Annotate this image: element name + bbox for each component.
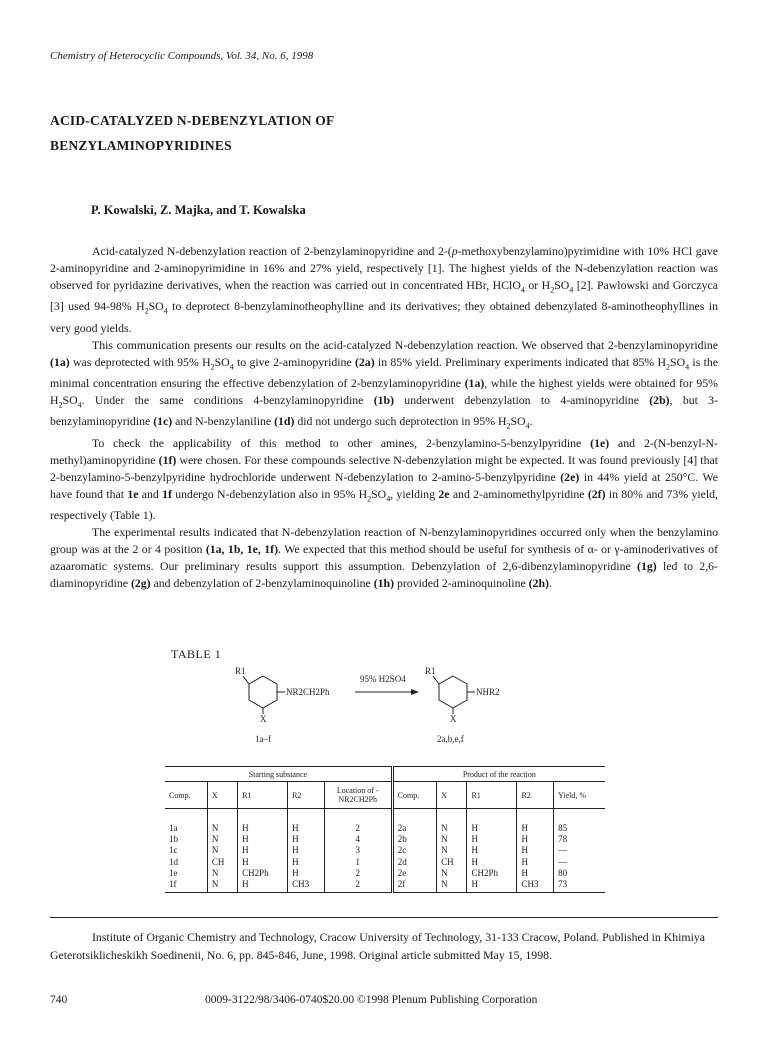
col-header: X [437, 782, 467, 809]
table-row [165, 857, 605, 868]
cell: 2f [392, 879, 436, 893]
table-row [165, 809, 605, 835]
cell: 2 [324, 879, 392, 893]
title-line-1: ACID-CATALYZED N-DEBENZYLATION OF [50, 113, 335, 128]
footer-divider [50, 917, 718, 918]
cell: 1b [169, 834, 178, 845]
cell: H [238, 845, 288, 856]
col-header: Comp. [165, 782, 207, 809]
paragraph-4: The experimental results indicated that N-debenzylation reaction of N-benzylaminopyridines occurred only when the benzylamino group was at the 2 or 4 position (1a, 1b, 1e, 1f). We expected that this method should be useful for synthesis of α- or γ-aminoderivatives of azaaromatic systems. Our preliminary results support this assumption. Debenzylation of 2,6-dibenzylaminopyridine (1g) led to 2,6-diaminopyridine (2g) and debenzylation of 2-benzylaminoquinoline (1h) provided 2-aminoquinoline (2h). [50, 525, 718, 591]
title-line-2: BENZYLAMINOPYRIDINES [50, 138, 232, 153]
results-table [165, 766, 605, 893]
table-row [165, 879, 605, 893]
cell: H [517, 845, 554, 856]
cell: 2 [324, 868, 392, 879]
cell: H [238, 879, 288, 893]
cell: H [467, 834, 517, 845]
cell: N [437, 834, 467, 845]
cell: H [288, 809, 325, 835]
table-header-row [165, 782, 605, 809]
reactant-r1-label: R1 [235, 666, 246, 676]
cell: 4 [324, 834, 392, 845]
cell: CH3 [517, 879, 554, 893]
reaction-scheme [165, 662, 605, 752]
cell: 73 [554, 879, 605, 893]
affiliation-note [50, 928, 718, 964]
cell: H [467, 845, 517, 856]
table-row [165, 845, 605, 856]
reactant-structure [243, 676, 285, 714]
table-row [165, 868, 605, 879]
cell: H [517, 857, 554, 868]
cell: — [554, 845, 605, 856]
col-header: Comp. [392, 782, 436, 809]
cell: CH3 [288, 879, 325, 893]
reactant-ring [249, 676, 277, 708]
authors: P. Kowalski, Z. Majka, and T. Kowalska [91, 203, 306, 217]
reaction-arrow-head [411, 689, 419, 695]
cell: H [517, 809, 554, 835]
paragraph-3: To check the applicability of this method to other amines, 2-benzylamino-5-benzylpyridine (1e) and 2-(N-benzyl-N-methyl)aminopyridine (1f) were chosen. For these compounds selective N-debenzylation might be expected. It was found previously [4] that 2-benzylamino-5-benzylpyridine hydrochloride underwent N-debenzylation to 2-amino-5-benzylpyridine (2e) in 44% yield at 250°C. We have found that 1e and 1f undergo N-debenzylation also in 95% $H_2SO_4$, yielding 2e and 2-aminomethylpyridine (2f) in 80% and 73% yield, respectively (Table 1). [50, 435, 718, 523]
cell: H [517, 868, 554, 879]
reactant-x-label: X [260, 714, 267, 724]
affiliation-text: Institute of Organic Chemistry and Technology, Cracow University of Technology, 31-133 Cracow, Poland. Published in Khimiya Geterotsiklicheskikh Soedinenii, No. 6, pp. 845-846, June, 1998. Original article submitted May 15, 1998. [50, 930, 705, 962]
cell: N [207, 834, 237, 845]
paragraph-1: Acid-catalyzed N-debenzylation reaction of 2-benzylaminopyridine and 2-(p-methoxybenzylamino)pyrimidine with 10% HCl gave 2-aminopyridine and 2-aminopyrimidine in 16% and 27% yield, respectively [1]. The highest yields of the N-debenzylation reaction was observed for pyridazine derivatives, when the reaction was carried out in concentrated HBr, HClO$_4$ or $H_2SO_4$ [2]. Pawlowski and Gorczyca [3] used 94-98% $H_2SO_4$ to deprotect 8-benzylaminotheophylline and its derivatives; they obtained debenzylated 8-aminotheophyllines in very good yields. [50, 244, 718, 335]
cell: H [288, 868, 325, 879]
cell: N [207, 809, 237, 835]
col-header: R1 [467, 782, 517, 809]
col-header: R1 [238, 782, 288, 809]
cell: 1a [169, 823, 178, 834]
cell: CH2Ph [467, 868, 517, 879]
cell: 85 [554, 809, 605, 835]
product-structure [433, 676, 475, 714]
group-starting-substance: Starting substance [165, 767, 392, 782]
cell: CH2Ph [238, 868, 288, 879]
cell: H [517, 834, 554, 845]
product-caption: 2a,b,e,f [437, 734, 464, 744]
table-label: TABLE 1 [171, 647, 222, 661]
journal-header: Chemistry of Heterocyclic Compounds, Vol. 34, No. 6, 1998 [50, 50, 314, 62]
cell: H [238, 857, 288, 868]
cell: 80 [554, 868, 605, 879]
cell: 3 [324, 845, 392, 856]
cell: 1f [165, 879, 207, 893]
cell: 1 [324, 857, 392, 868]
cell: 2d [392, 857, 436, 868]
product-r1-label: R1 [425, 666, 436, 676]
article-title [50, 108, 334, 158]
cell: N [207, 845, 237, 856]
product-x-label: X [450, 714, 457, 724]
col-header: Yield, % [554, 782, 605, 809]
cell: H [238, 809, 288, 835]
page-number: 740 [50, 994, 68, 1006]
cell: N [437, 879, 467, 893]
cell: CH [437, 857, 467, 868]
cell: H [288, 845, 325, 856]
cell: — [554, 857, 605, 868]
article-body [50, 243, 718, 592]
cell: N [207, 868, 237, 879]
cell: 2a [392, 809, 436, 835]
reactant-caption: 1a–f [255, 734, 271, 744]
copyright-line: 0009-3122/98/3406-0740$20.00 ©1998 Plenum Publishing Corporation [205, 994, 538, 1006]
cell: H [288, 834, 325, 845]
cell: H [467, 879, 517, 893]
paragraph-2: This communication presents our results on the acid-catalyzed N-debenzylation reaction. We observed that 2-benzylaminopyridine (1a) was deprotected with 95% $H_2SO_4$ to give 2-aminopyridine (2a) in 85% yield. Preliminary experiments indicated that 85% $H_2SO_4$ is the minimal concentration ensuring the effective debenzylation of 2-benzylaminopyridine (1a), while the highest yields were obtained for 95% $H_2SO_4$. Under the same conditions 4-benzylaminopyridine (1b) underwent debenzylation to 4-aminopyridine (2b), but 3-benzylaminopyridine (1c) and N-benzylaniline (1d) did not undergo such deprotection in 95% $H_2SO_4$. [50, 337, 719, 431]
cell: N [437, 845, 467, 856]
cell: 1c [169, 845, 178, 856]
group-product: Product of the reaction [392, 767, 605, 782]
cell: 2 [324, 809, 392, 835]
cell: H [238, 834, 288, 845]
cell: N [437, 868, 467, 879]
cell: 1d [169, 856, 178, 867]
cell: 78 [554, 834, 605, 845]
col-header: X [207, 782, 237, 809]
cell: 2c [392, 845, 436, 856]
cell: 2e [392, 868, 436, 879]
cell: 1e [169, 867, 178, 878]
cell: H [288, 857, 325, 868]
cell: H [467, 809, 517, 835]
cell: H [467, 857, 517, 868]
reactant-substituent-label: NR2CH2Ph [286, 687, 330, 697]
table-group-header-row [165, 767, 605, 782]
cell: N [207, 879, 237, 893]
cell: 2b [392, 834, 436, 845]
product-ring [439, 676, 467, 708]
reagent-label: 95% H2SO4 [360, 674, 406, 684]
product-substituent-label: NHR2 [476, 687, 500, 697]
col-header: R2 [288, 782, 325, 809]
col-header: R2 [517, 782, 554, 809]
col-header: Location of -NR2CH2Ph [324, 782, 392, 809]
cell: CH [207, 857, 237, 868]
table-row [165, 834, 605, 845]
cell: N [437, 809, 467, 835]
